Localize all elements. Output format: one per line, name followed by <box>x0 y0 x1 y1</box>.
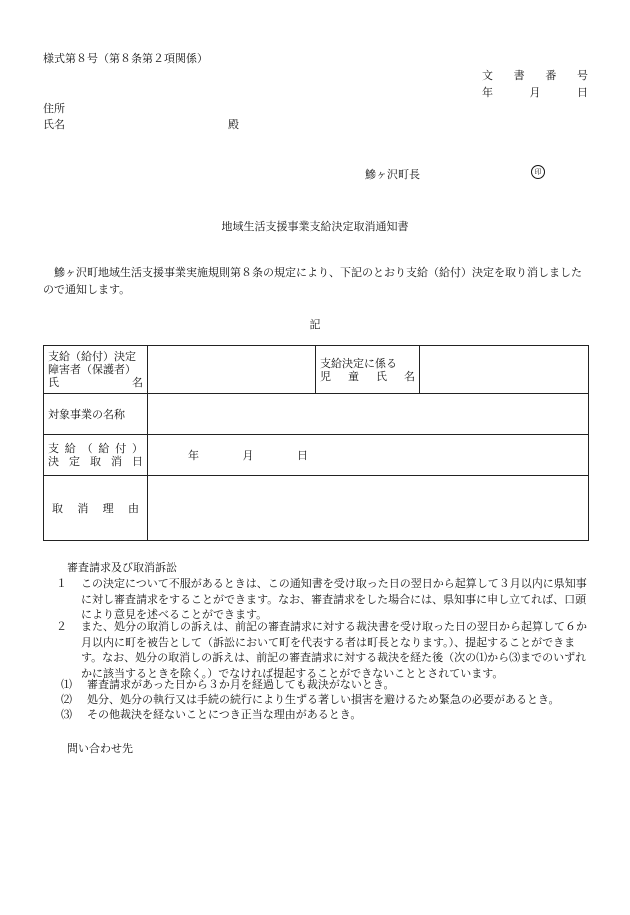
cancel-date-year: 年 <box>188 449 199 462</box>
paragraph-text: この決定について不服があるときは、この通知書を受け取った日の翌日から起算して３月以内に県知事に対し審査請求をすることができます。なお、審査請求をした場合には、県知事に申し立てれば、口頭により意見を述べることができます。 <box>81 577 587 621</box>
reason-row <box>44 476 589 541</box>
paragraph-number: ２ <box>56 620 67 633</box>
label-char: 氏 <box>48 376 59 389</box>
appeal-paragraph-2 <box>43 619 589 681</box>
reason-cell[interactable] <box>148 476 589 541</box>
label-char: 定 <box>69 455 80 468</box>
cancel-date-cell[interactable] <box>148 435 589 476</box>
label-char: 児 <box>320 369 331 383</box>
label-char: （ <box>81 442 93 455</box>
docnum-char: 号 <box>576 69 588 82</box>
form-id: 様式第８号（第８条第２項関係） <box>43 52 208 65</box>
reason-label <box>44 476 148 541</box>
docnum-char: 番 <box>545 69 557 82</box>
cancel-date-row <box>44 435 589 476</box>
label-char: 付 <box>115 442 127 455</box>
exception-item-3 <box>61 707 589 723</box>
recipient-label <box>44 346 148 394</box>
cancel-date-label-line <box>48 442 143 455</box>
seal-icon: 印 <box>531 165 545 179</box>
reason-label-line <box>48 502 143 515</box>
label-char: ） <box>131 442 143 455</box>
exception-item-2 <box>61 692 589 708</box>
child-label-line <box>320 370 415 383</box>
label-char: 支 <box>48 442 59 455</box>
name-label: 氏名 <box>43 118 65 131</box>
label-char: 由 <box>127 501 139 515</box>
document-title: 地域生活支援事業支給決定取消通知書 <box>221 220 409 233</box>
service-label: 対象事業の名称 <box>44 394 148 435</box>
recipient-row <box>44 346 589 394</box>
docnum-char: 書 <box>513 69 525 82</box>
label-char: 消 <box>111 455 122 468</box>
exception-item-1 <box>61 677 589 693</box>
label-char: 取 <box>90 455 101 468</box>
notice-table <box>43 345 589 541</box>
label-char: 理 <box>102 501 114 515</box>
label-char: 消 <box>77 501 89 515</box>
item-text: その他裁決を経ないことにつき正当な理由があるとき。 <box>87 708 362 721</box>
cancel-date-label-line <box>48 455 143 468</box>
date-day: 日 <box>577 86 588 99</box>
paragraph-number: １ <box>56 577 67 590</box>
child-label-line: 支給決定に係る <box>320 356 397 370</box>
appeal-heading: 審査請求及び取消訴訟 <box>67 561 177 574</box>
honorific: 殿 <box>228 118 239 131</box>
cancel-date-day: 日 <box>297 449 308 462</box>
date-year: 年 <box>482 86 493 99</box>
item-number: ⑶ <box>61 708 72 721</box>
recipient-name-cell[interactable] <box>148 346 316 394</box>
label-char: 給 <box>64 442 76 455</box>
child-name-cell[interactable] <box>420 346 589 394</box>
cancel-date-label <box>44 435 148 476</box>
recipient-label-line: 支給（給付）決定 <box>48 350 136 363</box>
label-char: 日 <box>132 455 143 468</box>
item-number: ⑴ <box>61 678 72 691</box>
label-char: 名 <box>404 369 415 383</box>
ki-marker: 記 <box>309 318 321 331</box>
label-char: 取 <box>52 501 63 515</box>
recipient-label-line: 障害者（保護者） <box>48 363 136 376</box>
recipient-label-line <box>48 376 143 389</box>
item-text: 処分、処分の執行又は手続の続行により生ずる著しい損害を避けるため緊急の必要があるとき。 <box>87 693 560 706</box>
label-char: 氏 <box>376 369 387 383</box>
service-row <box>44 394 589 435</box>
mayor-title: 鰺ヶ沢町長 <box>365 168 420 181</box>
document-number-label <box>482 67 588 83</box>
contact-label: 問い合わせ先 <box>67 742 133 755</box>
service-name-cell[interactable] <box>148 394 589 435</box>
docnum-char: 文 <box>482 69 493 82</box>
item-text: 審査請求があった日から３か月を経過しても裁決がないとき。 <box>87 678 395 691</box>
notice-body: 鰺ヶ沢町地域生活支援事業実施規則第８条の規定により、下記のとおり支給（給付）決定を取り消しましたので通知します。 <box>43 266 582 296</box>
issue-date-label <box>482 84 588 100</box>
cancel-date-month: 月 <box>242 449 254 462</box>
label-char: 名 <box>132 376 143 389</box>
label-char: 給 <box>98 442 110 455</box>
label-char: 決 <box>48 455 59 468</box>
appeal-paragraph-1 <box>43 576 589 623</box>
paragraph-text: また、処分の取消しの訴えは、前記の審査請求に対する裁決書を受け取った日の翌日から起算して６か月以内に町を被告として（訴訟において町を代表する者は町長となります。）、提起することができます。なお、処分の取消しの訴えは、前記の審査請求に対する裁決を経た後（次の⑴から⑶までのいずれかに該当するときを除く。）でなければ提起することができないこととされています。 <box>81 620 587 680</box>
item-number: ⑵ <box>61 693 72 706</box>
child-label <box>316 346 420 394</box>
address-label: 住所 <box>43 102 65 115</box>
date-month: 月 <box>529 86 541 99</box>
label-char: 童 <box>348 369 359 383</box>
